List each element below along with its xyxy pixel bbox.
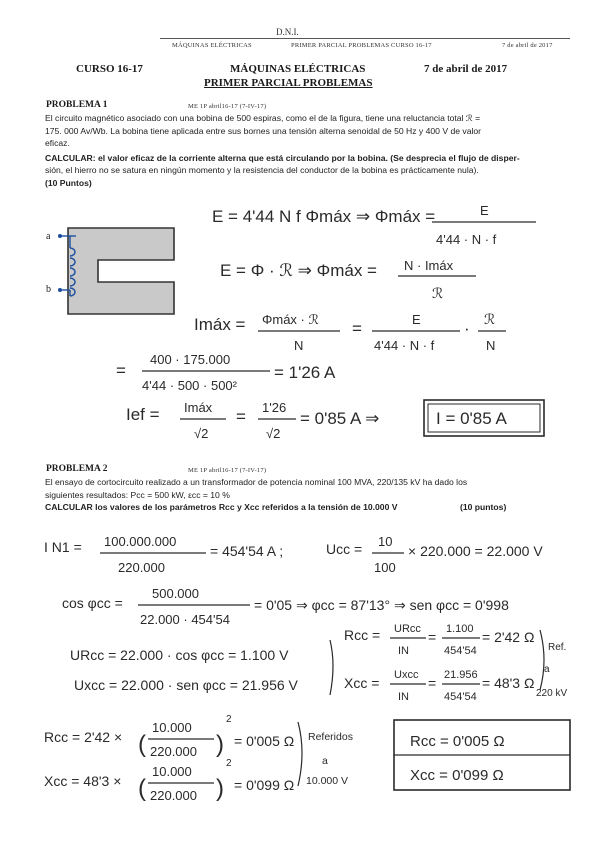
problem2-heading: PROBLEMA 2 <box>46 464 108 474</box>
sol2-ref-note1: Ref. <box>548 642 567 653</box>
problem1-code: ME 1P abril16-17 (7-IV-17) <box>188 103 267 110</box>
sol2-xcc-lhs: Xcc = <box>344 675 380 691</box>
sol2-in-den: 220.000 <box>118 560 165 575</box>
sol2-cos-num: 500.000 <box>152 586 199 601</box>
sol2-rcc-n2: 1.100 <box>446 623 474 635</box>
problem1-calc2: sión, el hierro no se satura en ningún momento y la resistencia del conductor de la bobina es prácticamente nula). <box>45 165 479 175</box>
sol1-eq3-n1: Φmáx · ℛ <box>262 312 319 327</box>
sol1-eq3-d3: N <box>486 338 496 353</box>
sol2-xcc2-res: = 0'099 Ω <box>234 777 295 793</box>
sol2-cos-lhs: cos φcc = <box>62 595 123 611</box>
course-label: CURSO 16-17 <box>76 63 143 75</box>
sol2-ref-note2: a <box>544 664 550 675</box>
sol1-eq1-num: E <box>480 203 489 218</box>
sol2-in-num: 100.000.000 <box>104 534 177 549</box>
sol2-xcc-res: = 48'3 Ω <box>482 675 535 691</box>
sol2-ref2-3: 10.000 V <box>306 775 349 787</box>
sol2-ucc-num: 10 <box>378 534 393 549</box>
sol1-eq4-den: 4'44 · 500 · 500² <box>142 378 237 393</box>
sol2-rcc-d1: IN <box>398 645 409 657</box>
sol1-eq3-lhs: Imáx = <box>194 315 246 334</box>
sol1-eq3-eq: = <box>352 319 362 338</box>
problem1-points: (10 Puntos) <box>45 177 92 188</box>
sol2-xcc2-lhs: Xcc = 48'3 × <box>44 773 122 789</box>
sol2-rcc2-exp: 2 <box>226 714 232 725</box>
sol1-eq4-res: = 1'26 A <box>274 363 336 382</box>
problem1-line1: El circuito magnético asociado con una bobina de 500 espiras, como el de la figura, tiene una reluctancia total ℛ = <box>45 113 481 123</box>
sol1-answer: I = 0'85 A <box>436 409 507 428</box>
terminal-a-label: a <box>46 231 51 242</box>
sol1-eq5-d2: √2 <box>266 426 281 441</box>
sol2-xcc-n1: Uxcc <box>394 669 419 681</box>
sol2-xcc2-num: 10.000 <box>152 764 192 779</box>
sol1-eq5-lhs: Ief = <box>126 405 160 424</box>
sol1-eq3-dot: · <box>464 319 470 338</box>
sol1-eq5-n2: 1'26 <box>262 400 287 415</box>
sol1-eq4-pre: = <box>116 361 126 380</box>
header-strip-right: 7 de abril de 2017 <box>502 42 553 49</box>
sol1-eq3-d2: 4'44 · N · f <box>374 338 435 353</box>
sol2-rcc2-num: 10.000 <box>152 720 192 735</box>
problem1-line3: eficaz. <box>45 138 70 148</box>
problem1-calc1: CALCULAR: el valor eficaz de la corriente alterna que está circulando por la bobina. (Se desprecia el flujo de disper- <box>45 152 520 163</box>
svg-text:): ) <box>216 775 224 802</box>
sol2-cos-den: 22.000 · 454'54 <box>140 612 230 627</box>
sol1-eq3-d1: N <box>294 338 304 353</box>
sol1-eq5-n1: Imáx <box>184 400 213 415</box>
dni-label: D.N.I. <box>276 27 299 37</box>
problem2-line1: El ensayo de cortocircuito realizado a un transformador de potencia nominal 100 MVA, 220/135 kV ha dado los <box>45 477 468 487</box>
sol1-eq4-num: 400 · 175.000 <box>150 352 231 367</box>
header-strip-left: MÁQUINAS ELÉCTRICAS <box>172 42 252 49</box>
sol2-rcc-n1: URcc <box>394 623 421 635</box>
sol2-rcc2-den: 220.000 <box>150 744 197 759</box>
sol2-xcc-eq: = <box>428 675 437 691</box>
sol2-in-res: = 454'54 A ; <box>210 543 284 559</box>
svg-text:(: ( <box>138 731 146 758</box>
problem2-calc: CALCULAR los valores de los parámetros Rcc y Xcc referidos a la tensión de 10.000 V <box>45 502 398 512</box>
sol2-rcc-res: = 2'42 Ω <box>482 629 535 645</box>
sol2-rcc2-lhs: Rcc = 2'42 × <box>44 729 123 745</box>
sol2-ucc-res: × 220.000 = 22.000 V <box>408 543 543 559</box>
problem1-line2: 175. 000 Av/Wb. La bobina tiene aplicada entre sus bornes una tensión alterna senoidal de 50 Hz y 400 V de valor <box>45 125 482 136</box>
sol2-rcc2-res: = 0'005 Ω <box>234 733 295 749</box>
sol2-xcc-d1: IN <box>398 691 409 703</box>
exam-date: 7 de abril de 2017 <box>424 63 508 75</box>
sol2-ref2-1: Referidos <box>308 731 353 743</box>
sol2-answer-xcc: Xcc = 0'099 Ω <box>410 767 504 784</box>
problem1-heading: PROBLEMA 1 <box>46 100 108 110</box>
sol1-eq1-den: 4'44 · N · f <box>436 232 497 247</box>
svg-text:(: ( <box>138 775 146 802</box>
sol2-ref2-2: a <box>322 755 328 767</box>
sol1-eq2-num: N · Imáx <box>404 258 454 273</box>
sol2-ucc-lhs: Ucc = <box>326 541 363 557</box>
sol2-uxcc: Uxcc = 22.000 · sen φcc = 21.956 V <box>74 677 298 693</box>
sol1-eq5-res: = 0'85 A ⇒ <box>300 409 380 428</box>
svg-text:): ) <box>216 731 224 758</box>
sol2-xcc2-den: 220.000 <box>150 788 197 803</box>
sol2-xcc-n2: 21.956 <box>444 669 478 681</box>
sol1-eq5-d1: √2 <box>194 426 209 441</box>
sol1-eq2: E = Φ · ℛ ⇒ Φmáx = <box>220 261 377 280</box>
sol2-in-lhs: I N1 = <box>44 539 82 555</box>
sol1-eq2-den: ℛ <box>432 285 444 301</box>
problem2-line2: siguientes resultados: Pcc = 500 kW, εcc = 10 % <box>45 489 230 500</box>
sol2-rcc-eq: = <box>428 629 437 645</box>
sol2-urcc: URcc = 22.000 · cos φcc = 1.100 V <box>70 647 289 663</box>
header-strip-mid: PRIMER PARCIAL PROBLEMAS CURSO 16-17 <box>291 42 432 49</box>
terminal-b-label: b <box>46 284 51 295</box>
sol2-cos-res: = 0'05 ⇒ φcc = 87'13° ⇒ sen φcc = 0'998 <box>254 597 509 613</box>
exam-title: MÁQUINAS ELÉCTRICAS <box>230 63 366 75</box>
sol2-answer-rcc: Rcc = 0'005 Ω <box>410 733 505 750</box>
sol2-rcc-lhs: Rcc = <box>344 627 381 643</box>
sol1-eq3-n3: ℛ <box>484 311 496 327</box>
exam-subtitle: PRIMER PARCIAL PROBLEMAS <box>204 77 373 89</box>
sol2-ref-note3: 220 kV <box>536 688 568 699</box>
sol2-ucc-den: 100 <box>374 560 396 575</box>
sol1-eq3-n2: E <box>412 312 421 327</box>
sol2-rcc-d2: 454'54 <box>444 645 477 657</box>
problem2-points: (10 puntos) <box>460 502 507 512</box>
sol2-xcc2-exp: 2 <box>226 758 232 769</box>
sol1-eq5-eq: = <box>236 407 246 426</box>
sol2-xcc-d2: 454'54 <box>444 691 477 703</box>
sol1-eq1: E = 4'44 N f Φmáx ⇒ Φmáx = <box>212 207 436 226</box>
problem2-code: ME 1P abril16-17 (7-IV-17) <box>188 467 267 474</box>
